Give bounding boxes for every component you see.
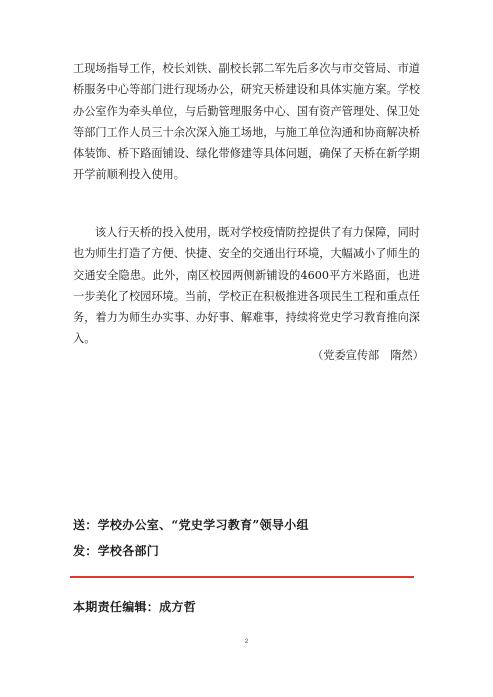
- responsible-editor-line: 本期责任编辑：成方哲: [73, 600, 197, 614]
- page-number: 2: [244, 639, 249, 645]
- body-paragraph-2: 该人行天桥的投入使用，既对学校疫情防控提供了有力保障，同时也为师生打造了方便、快捷、安全的交通出行环境，大幅减小了师生的交通安全隐患。此外，南区校园两侧新铺设的4600平方米路面，也进一步美化了校园环境。当前，学校正在积极推进各项民生工程和重点任务，着力为师生办实事、办好事、解难事，持续将党史学习教育推向深入。: [73, 226, 420, 346]
- red-divider: [70, 576, 414, 578]
- article-signature: （党委宣传部 隋然）: [312, 349, 424, 362]
- body-paragraph-1: 工现场指导工作，校长刘铁、副校长郭二军先后多次与市交管局、市道桥服务中心等部门进行现场办公，研究天桥建设和具体实施方案。学校办公室作为牵头单位，与后勤管理服务中心、国有资产管理处、保卫处等部门工作人员三十余次深入施工场地，与施工单位沟通和协商解决桥体装饰、桥下路面铺设、绿化带修建等具体问题，确保了天桥在新学期开学前顺利投入使用。: [73, 62, 420, 182]
- send-from-line: 发：学校各部门: [73, 544, 160, 558]
- send-to-line: 送：学校办公室、“党史学习教育”领导小组: [73, 518, 309, 532]
